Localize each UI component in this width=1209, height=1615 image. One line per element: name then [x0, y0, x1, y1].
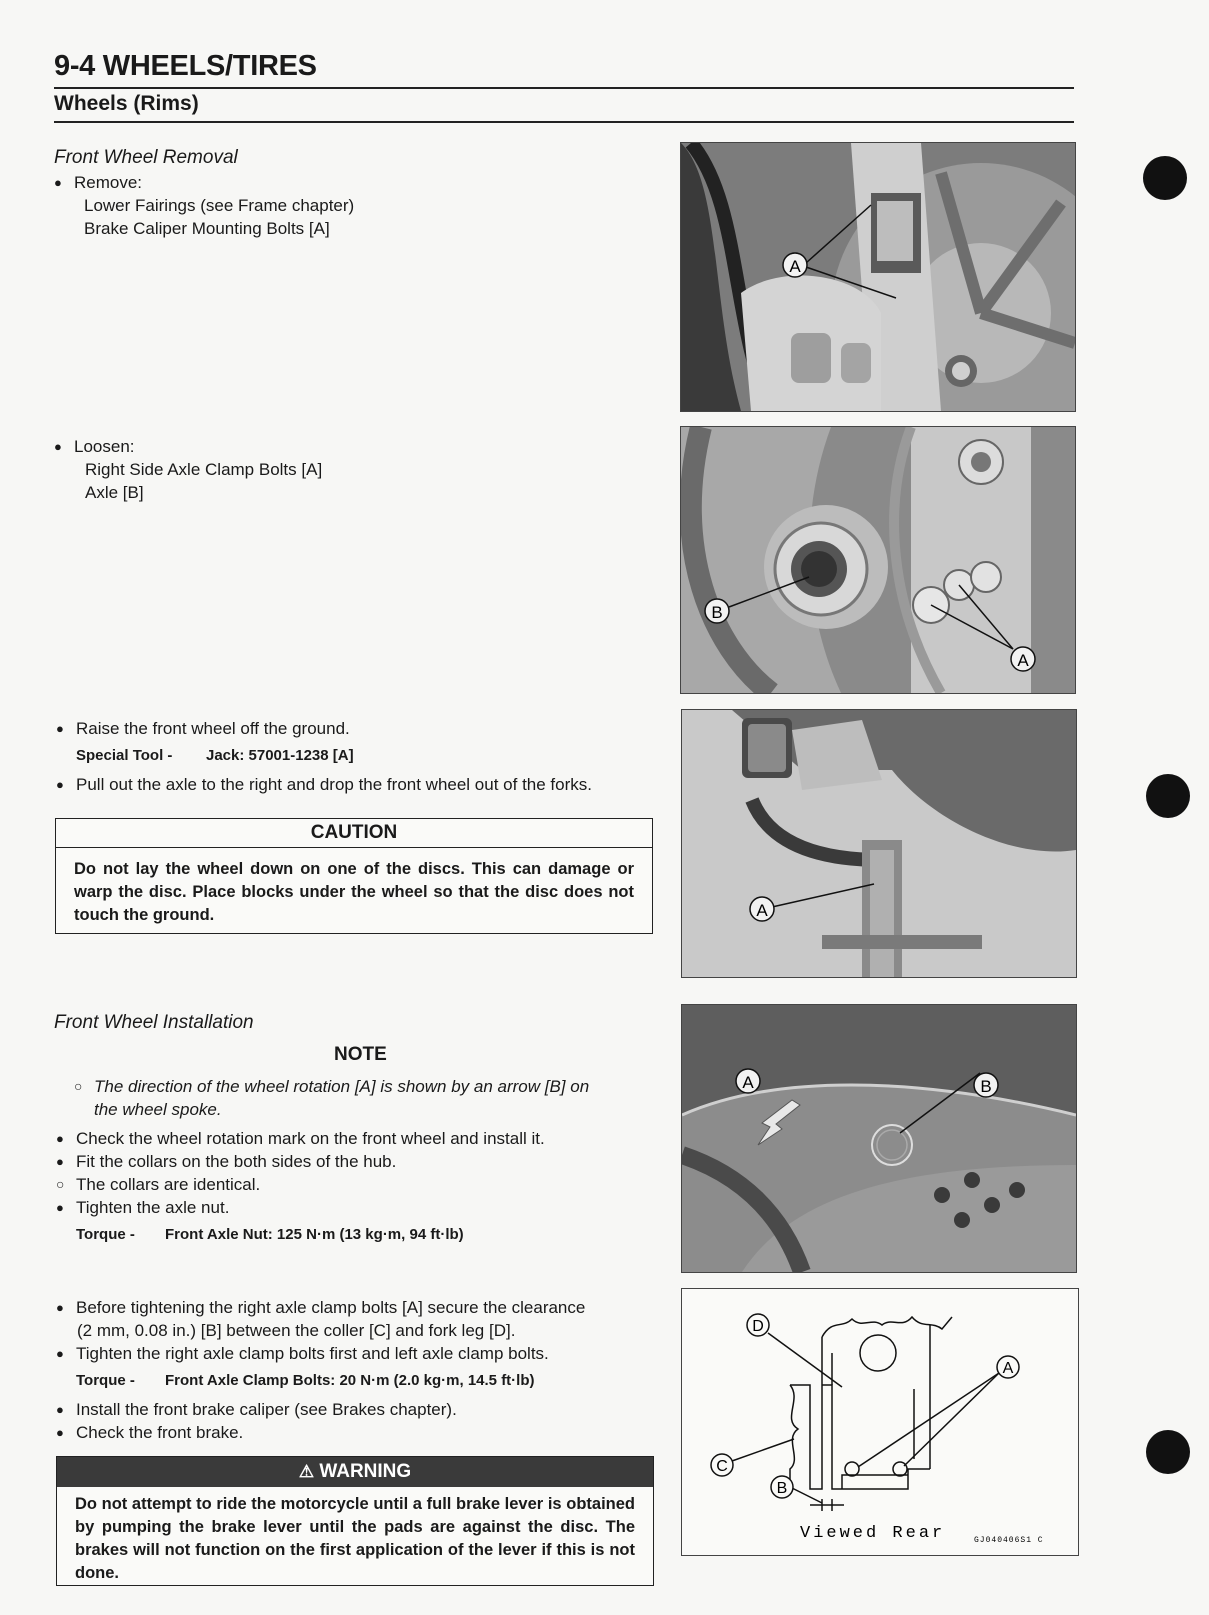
- diagram-code: GJ040406S1 C: [974, 1536, 1044, 1545]
- warning-title-bar: [57, 1457, 653, 1487]
- diagram-caption: Viewed Rear: [800, 1524, 946, 1543]
- loosen-item-2: Axle [B]: [85, 483, 144, 502]
- callout-a: A: [789, 257, 801, 276]
- removal-step-remove: ● Remove:: [74, 171, 142, 194]
- note-title: NOTE: [334, 1044, 387, 1065]
- install-step-tighten-nut: ● Tighten the axle nut.: [76, 1196, 229, 1219]
- install-note-collars: ○ The collars are identical.: [76, 1173, 260, 1196]
- remove-item-1: Lower Fairings (see Frame chapter): [84, 196, 355, 215]
- removal-step-pull: ● Pull out the axle to the right and drop the front wheel out of the forks.: [76, 773, 592, 796]
- warning-box: [56, 1456, 654, 1586]
- photo-rotation-arrow: [681, 1004, 1077, 1273]
- install-step-clearance: ● Before tightening the right axle clamp bolts [A] secure the clearance: [76, 1296, 585, 1319]
- page-title: 9-4 WHEELS/TIRES: [54, 50, 317, 82]
- removal-step-loosen: ● Loosen:: [74, 435, 135, 458]
- warning-triangle-icon: ⚠: [298, 1462, 315, 1481]
- remove-item-2: Brake Caliper Mounting Bolts [A]: [84, 219, 330, 238]
- warning-title: WARNING: [319, 1461, 412, 1482]
- special-tool-label: Special Tool -: [76, 747, 173, 764]
- note-line-1: ○ The direction of the wheel rotation [A] is shown by an arrow [B] on: [94, 1075, 589, 1098]
- torque-1-value: Front Axle Nut: 125 N·m (13 kg·m, 94 ft·lb): [165, 1226, 464, 1243]
- callout-b: B: [776, 1480, 788, 1497]
- removal-heading: Front Wheel Removal: [54, 147, 238, 168]
- caution-body: Do not lay the wheel down on one of the discs. This can damage or warp the disc. Place blocks under the wheel so that the disc does not touch the ground.: [74, 860, 634, 924]
- install-step-check-brake: ● Check the front brake.: [76, 1421, 243, 1444]
- caution-title: CAUTION: [56, 819, 652, 848]
- photo-axle-clamp: [680, 426, 1076, 694]
- install-step-fit-collars: ● Fit the collars on the both sides of the hub.: [76, 1150, 396, 1173]
- callout-a: A: [1002, 1360, 1014, 1377]
- callout-a: A: [1017, 651, 1029, 670]
- special-tool-value: Jack: 57001-1238 [A]: [206, 747, 354, 764]
- photo-brake-caliper: [680, 142, 1076, 412]
- removal-step-raise: ● Raise the front wheel off the ground.: [76, 717, 350, 740]
- callout-b: B: [711, 603, 723, 622]
- note-line-2: the wheel spoke.: [94, 1100, 222, 1119]
- binder-hole: [1146, 774, 1190, 818]
- loosen-item-1: Right Side Axle Clamp Bolts [A]: [85, 460, 323, 479]
- callout-a: A: [756, 901, 768, 920]
- torque-2-label: Torque -: [76, 1372, 135, 1389]
- callout-c: C: [716, 1458, 728, 1475]
- install-step-caliper: ● Install the front brake caliper (see Brakes chapter).: [76, 1398, 457, 1421]
- header-rule: [54, 87, 1074, 89]
- section-title: Wheels (Rims): [54, 92, 199, 115]
- installation-heading: Front Wheel Installation: [54, 1012, 254, 1033]
- install-step-clearance-cont: (2 mm, 0.08 in.) [B] between the coller [C] and fork leg [D].: [77, 1321, 516, 1340]
- diagram-axle-clearance: [681, 1288, 1079, 1556]
- install-step-tighten-clamp: ● Tighten the right axle clamp bolts first and left axle clamp bolts.: [76, 1342, 549, 1365]
- binder-hole: [1146, 1430, 1190, 1474]
- warning-body: Do not attempt to ride the motorcycle until a full brake lever is obtained by pumping the brake lever until the pads are against the disc. The brakes will not function on the first application of the lever if this is not done.: [75, 1495, 635, 1582]
- torque-2-value: Front Axle Clamp Bolts: 20 N·m (2.0 kg·m, 14.5 ft·lb): [165, 1372, 535, 1389]
- section-rule: [54, 121, 1074, 123]
- callout-d: D: [752, 1318, 764, 1335]
- photo-jack: [681, 709, 1077, 978]
- caution-box: [55, 818, 653, 934]
- callout-b: B: [980, 1077, 992, 1096]
- install-step-check-mark: ● Check the wheel rotation mark on the front wheel and install it.: [76, 1127, 545, 1150]
- callout-a: A: [742, 1073, 754, 1092]
- binder-hole: [1143, 156, 1187, 200]
- torque-1-label: Torque -: [76, 1226, 135, 1243]
